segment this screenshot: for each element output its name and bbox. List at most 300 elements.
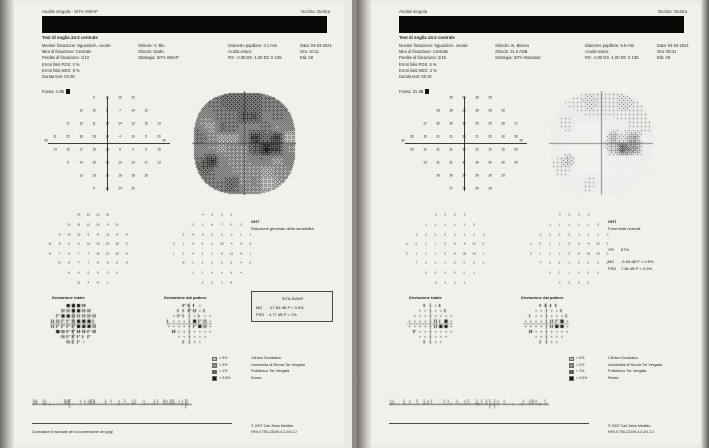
param-line-1: Diametro pupillare: 5.5 mm xyxy=(585,43,635,48)
grid-value: -9 xyxy=(577,241,580,246)
clinic-line-3: Policlinico Tor Vergata xyxy=(251,368,290,374)
grid-value: -8 xyxy=(48,251,51,256)
grid-value: 0 xyxy=(249,260,252,265)
grid-value: 1 xyxy=(568,260,570,265)
clinic-line-4: Roma xyxy=(608,374,619,380)
grid-value: 1 xyxy=(558,251,561,256)
grid-value: 12 xyxy=(92,107,96,112)
param-line-1: Stimolo: V, Blu xyxy=(138,43,165,48)
grid-value: -1 xyxy=(529,241,532,246)
grid-value: 1 xyxy=(249,232,252,237)
grid-value: 31 xyxy=(449,146,453,151)
grid-value: 30 xyxy=(501,159,505,164)
grid-value: -20 xyxy=(462,251,466,256)
grid-value: -1 xyxy=(558,222,561,227)
grid-value: -2 xyxy=(539,232,542,237)
grid-value: 31 xyxy=(449,159,453,164)
legend-swatch-icon xyxy=(569,363,574,368)
total-deviation-label: Deviazione totale xyxy=(409,295,442,300)
grid-value: -5 xyxy=(77,241,80,246)
grid-value: 0 xyxy=(220,232,223,237)
test-subtitle: Test di soglia 24-2 centrale xyxy=(42,35,98,40)
grid-value: 1 xyxy=(549,241,551,246)
grid-value: 0 xyxy=(597,260,599,265)
grid-value: -3 xyxy=(596,222,599,227)
grid-value: -12 xyxy=(596,241,600,246)
legend-swatch-icon xyxy=(569,370,574,375)
grid-value: -11 xyxy=(76,222,81,227)
grid-value: -12 xyxy=(229,251,233,256)
legend-item xyxy=(569,375,587,381)
param-line-3: Strategia: SITA-Standard xyxy=(495,55,541,61)
grid-value: 0 xyxy=(405,251,408,256)
grid-value: -14 xyxy=(596,251,600,256)
grid-value: 1 xyxy=(549,260,551,265)
legend-label: < 0.5% xyxy=(576,375,588,380)
grid-value: 0 xyxy=(549,232,551,237)
legend-swatch-icon xyxy=(212,357,217,362)
grid-value: -10 xyxy=(105,212,109,217)
grid-value: -3 xyxy=(201,232,204,237)
grid-value: 4 xyxy=(192,241,194,246)
grid-value: 2 xyxy=(558,260,561,265)
grid-value: -4 xyxy=(86,280,90,285)
grid-value: -11 xyxy=(47,241,52,246)
grid-value: -5 xyxy=(96,270,99,275)
grid-value: 22 xyxy=(475,146,479,151)
grid-value: 2 xyxy=(201,260,204,265)
axis-label-left: 30 xyxy=(44,138,48,143)
grid-value: 20 xyxy=(157,133,161,138)
grid-value: 30 xyxy=(462,172,466,177)
grid-value: 1 xyxy=(425,260,427,265)
grid-value: -8 xyxy=(115,232,118,237)
grid-value: -5 xyxy=(115,260,118,265)
grid-value: -1 xyxy=(587,232,590,237)
grid-value: -2 xyxy=(230,232,233,237)
grid-value: 1 xyxy=(415,251,417,256)
grid-value: 9 xyxy=(93,185,95,190)
grid-value: 2 xyxy=(201,251,204,256)
grid-value: 1 xyxy=(539,251,541,256)
grid-value: -11 xyxy=(67,222,71,227)
grid-value: -9 xyxy=(239,241,242,246)
grid-value: -3 xyxy=(106,270,109,275)
legend-label: < 2% xyxy=(576,362,585,367)
grid-value: 0 xyxy=(606,260,609,265)
threshold-numeric-plot xyxy=(401,95,531,195)
analysis-title: Analisi singola - SITA-SWAP xyxy=(42,9,98,14)
grid-value: -9 xyxy=(125,260,128,265)
total-deviation-label: Deviazione totale xyxy=(52,295,85,300)
grid-value: 20 xyxy=(131,185,135,190)
param-line-3: RX: -2.00 DS -1.00 DC X 135 xyxy=(228,55,282,61)
grid-value: 2 xyxy=(132,146,134,151)
grid-value: -7 xyxy=(220,222,223,227)
grid-value: 4 xyxy=(240,270,242,275)
grid-value: 30 xyxy=(475,172,479,177)
param-line-5: Errori falsi NEG: 8 % xyxy=(42,67,80,73)
grid-value: 0 xyxy=(529,251,532,256)
grid-value: 28 xyxy=(449,107,453,112)
probability-symbol-canvas xyxy=(407,303,453,344)
ght-result: Riduzione generale della sensibilità xyxy=(251,225,314,231)
grid-value: -14 xyxy=(472,251,476,256)
legend-label: < 2% xyxy=(219,362,228,367)
grid-value: 30 xyxy=(462,120,466,125)
grid-value: 4 xyxy=(211,270,213,275)
grid-value: -10 xyxy=(219,241,224,246)
grid-value: 0 xyxy=(453,270,456,275)
total-deviation-probability-plot xyxy=(407,303,453,344)
param-line-3: RX: -2.00 DS -1.00 DC X 135 xyxy=(585,55,639,61)
grid-value: -2 xyxy=(172,241,175,246)
param-line-2: Ora: 10:11 xyxy=(300,49,320,55)
grid-value: -6 xyxy=(220,251,223,256)
grid-value: 0 xyxy=(453,260,456,265)
grid-value: -2 xyxy=(577,212,580,217)
grid-value: -5 xyxy=(115,270,118,275)
panel-header xyxy=(399,9,687,14)
grid-value: -2 xyxy=(443,212,447,217)
grid-value: -1 xyxy=(443,222,447,227)
grid-value: 8 xyxy=(106,107,108,112)
probability-legend xyxy=(569,356,587,382)
grid-value: 1 xyxy=(192,270,194,275)
grid-value: 15 xyxy=(92,159,96,164)
grid-value: 8 xyxy=(119,146,121,151)
grid-value: -1 xyxy=(443,280,447,285)
report-panel-left xyxy=(0,0,352,448)
manual-note: Consultare il manuale per la conversione dei grigi xyxy=(32,430,113,434)
grid-value: -7 xyxy=(86,260,90,265)
grid-value: 29 xyxy=(475,185,479,190)
grid-value: -3 xyxy=(558,212,561,217)
grid-value: -1 xyxy=(424,222,427,227)
grid-value: -8 xyxy=(577,251,580,256)
grid-value: 14 xyxy=(105,120,109,125)
grid-value: -6 xyxy=(58,232,61,237)
grid-value: 15 xyxy=(92,172,96,177)
grid-value: -1 xyxy=(210,241,214,246)
grid-value: 16 xyxy=(118,172,122,177)
grid-value: 3 xyxy=(201,270,204,275)
grid-value: 9 xyxy=(93,94,95,99)
panel-content-left xyxy=(14,3,344,445)
pattern-deviation-label: Deviazione dal pattern xyxy=(164,295,207,300)
grid-value: -8 xyxy=(125,251,128,256)
grid-value: -9 xyxy=(239,251,242,256)
gaze-tracking-canvas xyxy=(32,399,192,409)
grid-value: 15 xyxy=(66,133,70,138)
grid-value: 0 xyxy=(577,260,580,265)
gaze-tracking-canvas xyxy=(389,399,549,409)
threshold-numeric-plot xyxy=(44,95,174,195)
fovea-marker-icon xyxy=(66,89,70,94)
copyright-block xyxy=(251,423,297,435)
grid-value: 4 xyxy=(240,260,242,265)
grid-value: 1 xyxy=(425,241,427,246)
grid-value: 0 xyxy=(606,251,609,256)
grid-value: 0 xyxy=(597,270,599,275)
footer-divider xyxy=(389,423,589,424)
grid-value: 1 xyxy=(249,251,252,256)
param-line-1: Data: 04-03-2021 xyxy=(657,43,689,48)
grid-value: 14 xyxy=(118,185,122,190)
grid-value: -1 xyxy=(482,251,485,256)
grid-value: 0 xyxy=(587,270,589,275)
grid-value: 14 xyxy=(53,146,57,151)
grid-value: -7 xyxy=(77,251,80,256)
grid-value: 31 xyxy=(436,159,440,164)
grid-value: -1 xyxy=(482,260,485,265)
grid-value: -6 xyxy=(77,270,80,275)
grid-value: 2 xyxy=(182,251,184,256)
ght-block xyxy=(608,219,640,232)
grid-value: 31 xyxy=(436,133,440,138)
grid-value: 1 xyxy=(172,251,175,256)
grid-value: -11 xyxy=(105,232,109,237)
param-line-1: Monitor fissazione: Sguardo/A. cecale xyxy=(42,43,111,48)
grid-value: 0 xyxy=(568,251,570,256)
grid-value: 0 xyxy=(568,241,570,246)
axis-label-right: 30 xyxy=(519,138,523,143)
legend-label: < 1% xyxy=(219,369,228,374)
test-parameters xyxy=(42,43,332,93)
grid-value: -1 xyxy=(453,222,456,227)
param-line-4: Errori falsi POS: 6 % xyxy=(399,61,437,67)
total-deviation-probability-plot xyxy=(50,303,96,344)
grid-value: 0 xyxy=(568,232,570,237)
grid-value: -21 xyxy=(105,251,109,256)
grid-value: 15 xyxy=(105,159,109,164)
panel-content-right xyxy=(371,3,701,445)
grid-value: 15 xyxy=(144,120,148,125)
ght-title: GHT xyxy=(251,219,260,224)
grid-value: 30 xyxy=(462,146,466,151)
grid-value: 0 xyxy=(230,260,232,265)
grid-value: 25 xyxy=(488,94,492,99)
grid-value: -3 xyxy=(434,280,437,285)
param-line-6: Durata test: 05:10 xyxy=(399,74,432,80)
grid-value: 1 xyxy=(425,251,427,256)
grid-value: -8 xyxy=(67,260,70,265)
grid-value: -1 xyxy=(577,232,580,237)
grid-value: -2 xyxy=(201,280,204,285)
grid-value: -18 xyxy=(115,241,119,246)
grid-value: -9 xyxy=(106,222,109,227)
clinic-line-2: Università di Roma Tor Vergata xyxy=(251,361,305,367)
grid-value: 1 xyxy=(568,270,570,275)
test-subtitle: Test di soglia 24-2 centrale xyxy=(399,35,455,40)
index-vfi: VFI 87% xyxy=(608,247,630,252)
grid-value: 6 xyxy=(230,270,232,275)
grid-value: -1 xyxy=(472,270,475,275)
grid-value: -12 xyxy=(76,232,81,237)
grid-value: 11 xyxy=(92,120,96,125)
grid-value: -2 xyxy=(201,222,204,227)
grid-value: -2 xyxy=(567,212,571,217)
grid-value: 14 xyxy=(131,107,135,112)
grid-value: 0 xyxy=(558,232,561,237)
grid-value: 16 xyxy=(105,172,109,177)
grid-value: 12 xyxy=(144,107,148,112)
patient-name-redaction-bar xyxy=(399,16,684,33)
param-line-1: Monitor fissazione: Sguardo/A. cecale xyxy=(399,43,468,48)
grid-value: 12 xyxy=(131,120,135,125)
param-line-5: Errori falsi NEG: 2 % xyxy=(399,67,437,73)
grid-value: -4 xyxy=(587,241,590,246)
probability-symbol-canvas xyxy=(523,303,569,344)
grid-value: 0 xyxy=(587,260,589,265)
grid-value: 17 xyxy=(144,159,148,164)
grid-value: -1 xyxy=(567,222,571,227)
grid-value: -4 xyxy=(463,241,466,246)
grid-value: 29 xyxy=(501,172,505,177)
grid-value: 0 xyxy=(577,270,580,275)
grid-value: -5 xyxy=(67,241,70,246)
param-line-2: Acuità visiva: xyxy=(585,49,609,55)
probability-symbol-canvas xyxy=(166,303,212,344)
grid-value: -10 xyxy=(86,241,90,246)
eye-label: Occhio: Destra xyxy=(300,9,330,14)
grid-value: 0 xyxy=(549,270,551,275)
grid-value: -1 xyxy=(434,222,437,227)
grid-value: 28 xyxy=(475,107,479,112)
probability-symbol-canvas xyxy=(50,303,96,344)
grid-value: -3 xyxy=(434,212,437,217)
pattern-deviation-label: Deviazione dal pattern xyxy=(521,295,564,300)
fovea-reading: Fovea: 4 dB xyxy=(42,89,70,95)
panel-header xyxy=(42,9,330,14)
analysis-title: Analisi singola xyxy=(399,9,428,14)
indices-title: SITA-SWAP xyxy=(281,295,304,301)
grid-value: 14 xyxy=(118,120,122,125)
copyright-line-2: HFA II 750-13249-4.2.2/4.2.2 xyxy=(251,430,298,434)
gaze-tracking-strip xyxy=(32,399,192,409)
grid-value: 1 xyxy=(558,241,561,246)
grid-value: 30 xyxy=(475,159,479,164)
grid-value: 30 xyxy=(449,120,453,125)
legend-label: < 1% xyxy=(576,369,585,374)
grid-value: 1 xyxy=(444,260,446,265)
grid-value: 30 xyxy=(449,172,453,177)
pattern-deviation-numeric xyxy=(521,213,621,288)
param-line-2: Sfondo: 31.5 ASB xyxy=(495,49,528,55)
ght-result: Fuori limiti normali xyxy=(608,225,641,231)
grid-value: 1 xyxy=(434,241,437,246)
grid-value: 0 xyxy=(606,241,609,246)
horizontal-axis xyxy=(48,143,170,144)
grid-value: -1 xyxy=(405,241,408,246)
report-panel-right xyxy=(357,0,709,448)
test-parameters xyxy=(399,43,689,93)
total-deviation-numeric xyxy=(40,213,140,288)
param-line-3: Perdite di fissazione: 2/15 xyxy=(399,55,446,61)
grid-value: 29 xyxy=(462,185,466,190)
grid-value: 5 xyxy=(211,280,213,285)
grid-value: 4 xyxy=(119,133,121,138)
copyright-line-1: © 2007 Carl Zeiss Meditec xyxy=(251,424,294,428)
ght-title: GHT xyxy=(608,219,617,224)
grid-value: 14 xyxy=(79,159,83,164)
param-line-2: Acuità visiva: xyxy=(228,49,252,55)
param-line-3: Strategia: SITA-SWAP xyxy=(138,55,179,61)
grid-value: 0 xyxy=(415,241,417,246)
index-psd: PSD 4.77 dB P < 1% xyxy=(256,311,297,317)
grid-value: 14 xyxy=(157,120,161,125)
grid-value: -4 xyxy=(191,232,194,237)
clinic-line-2: Università di Roma Tor Vergata xyxy=(608,361,662,367)
param-line-2: Sfondo: Giallo xyxy=(138,49,164,55)
params-column-4 xyxy=(300,43,350,62)
clinic-line-1: Clinica Oculistica xyxy=(608,355,638,360)
fovea-marker-icon xyxy=(425,89,429,94)
grid-value: 30 xyxy=(462,133,466,138)
grid-value: -7 xyxy=(86,251,90,256)
grid-value: 18 xyxy=(131,172,135,177)
grid-value: 2 xyxy=(211,251,213,256)
grid-value: -1 xyxy=(548,222,551,227)
grid-value: 29 xyxy=(475,120,479,125)
grid-value: 30 xyxy=(488,159,492,164)
grid-value: -1 xyxy=(230,212,233,217)
axis-label-left: 30 xyxy=(401,138,405,143)
copyright-block xyxy=(608,423,654,435)
index-psd: PSD 7.86 dB P < 0.5% xyxy=(608,266,653,271)
grayscale-map xyxy=(549,91,653,195)
patient-name-redaction-bar xyxy=(42,16,327,33)
grid-value: 0 xyxy=(434,270,437,275)
grid-value: 17 xyxy=(66,120,70,125)
grid-value: -8 xyxy=(67,270,70,275)
grid-value: 0 xyxy=(558,270,561,275)
grid-value: -3 xyxy=(125,241,128,246)
grid-value: -17 xyxy=(57,260,61,265)
grid-value: 31 xyxy=(462,159,466,164)
grid-value: -5 xyxy=(67,251,70,256)
grid-value: -12 xyxy=(472,241,476,246)
grid-value: -2 xyxy=(453,212,456,217)
index-md: MD -5.65 dB P < 0.5% xyxy=(608,259,654,264)
grid-value: -6 xyxy=(96,280,99,285)
copyright-line-2: HFA II 750-13249-4.2.2/4.2.2 xyxy=(608,430,655,434)
grid-value: 0 xyxy=(463,260,465,265)
param-line-2: Mira di fissazione: Centrale xyxy=(399,49,449,55)
grid-value: -7 xyxy=(415,260,418,265)
global-indices-block xyxy=(608,246,654,272)
param-line-1: Stimolo: III, Bianco xyxy=(495,43,530,48)
grid-value: 0 xyxy=(577,280,580,285)
grid-value: 28 xyxy=(436,107,440,112)
grid-value: -3 xyxy=(210,212,214,217)
grid-value: 17 xyxy=(79,146,83,151)
legend-swatch-icon xyxy=(212,370,217,375)
grid-value: -2 xyxy=(482,232,485,237)
grid-value: -19 xyxy=(586,251,590,256)
grid-value: 4 xyxy=(201,241,204,246)
grid-value: 10 xyxy=(79,120,83,125)
grid-value: -4 xyxy=(201,212,204,217)
grid-value: 30 xyxy=(514,133,518,138)
eye-label: Occhio: Destra xyxy=(657,9,687,14)
params-column-3 xyxy=(585,43,657,62)
grid-value: 26 xyxy=(501,107,505,112)
grid-value: 0 xyxy=(444,251,446,256)
grid-value: 0 xyxy=(482,241,485,246)
grid-value: 5 xyxy=(145,133,147,138)
grid-value: 1 xyxy=(434,251,437,256)
